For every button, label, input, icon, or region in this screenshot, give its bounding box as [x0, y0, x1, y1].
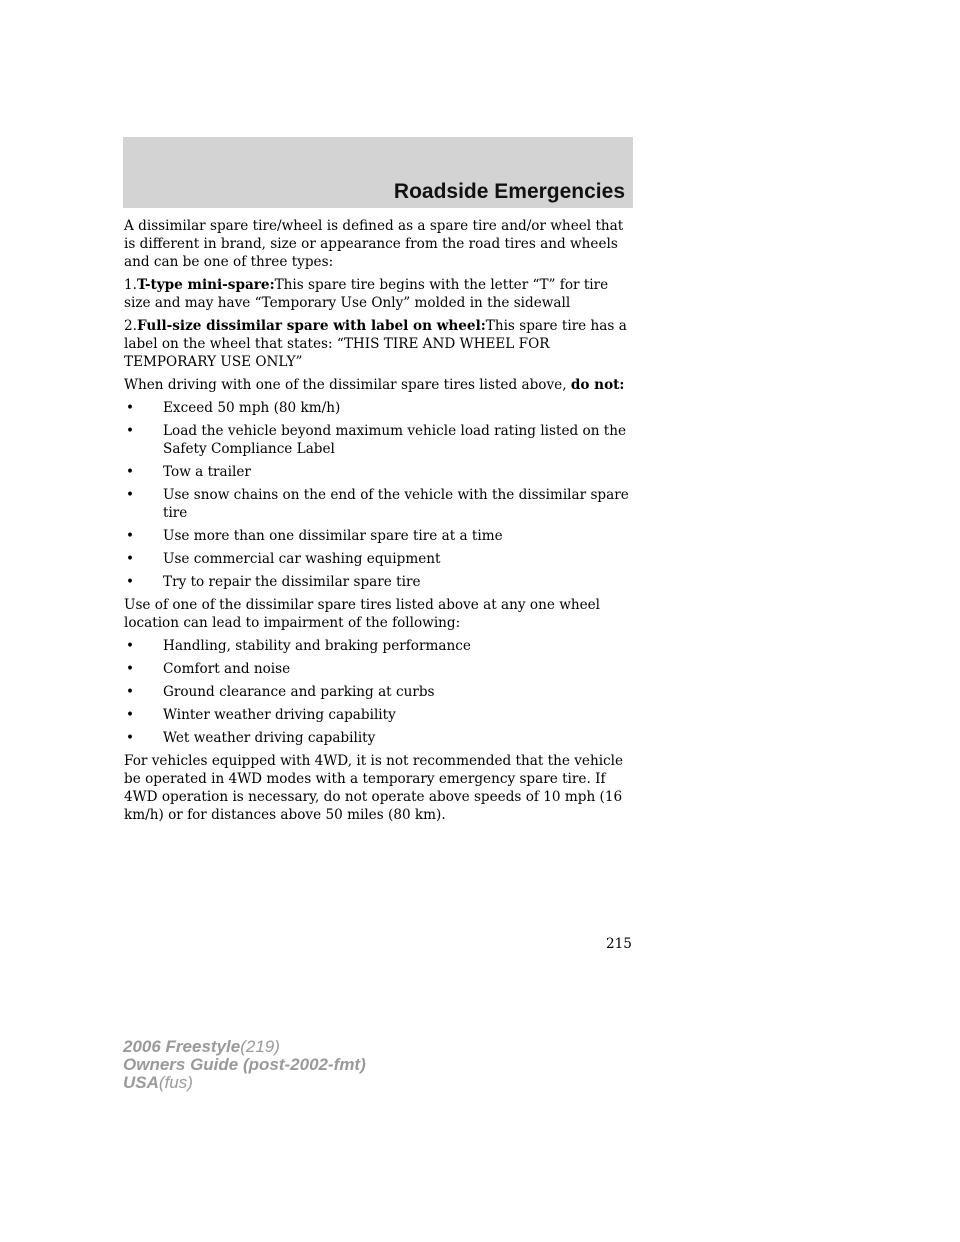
bullet-icon: • — [126, 487, 135, 503]
bullet-icon: • — [126, 423, 135, 439]
list-item — [124, 527, 634, 545]
impairment-intro-paragraph: Use of one of the dissimilar spare tires listed above at any one wheel location can lead to impairment of the following: — [124, 597, 601, 631]
list-item — [124, 706, 634, 724]
list-item — [124, 683, 634, 701]
list-item-text: Ground clearance and parking at curbs — [163, 684, 435, 700]
list-item-text: Try to repair the dissimilar spare tire — [163, 574, 421, 590]
list-item-text: Wet weather driving capability — [163, 730, 376, 746]
list-item — [124, 729, 634, 747]
bullet-icon: • — [126, 638, 135, 654]
list-item-text: Use snow chains on the end of the vehicle with the dissimilar spare tire — [163, 487, 629, 521]
list-item — [124, 573, 634, 591]
footer-line-1 — [123, 1038, 366, 1056]
bullet-icon: • — [126, 684, 135, 700]
bullet-icon: • — [126, 661, 135, 677]
footer-model-code: (219) — [240, 1037, 280, 1056]
bullet-icon: • — [126, 551, 135, 567]
footer-market-code: (fus) — [158, 1073, 193, 1092]
footer-line-3 — [123, 1074, 366, 1092]
document-footer — [123, 1038, 366, 1092]
type-label-2: Full-size dissimilar spare with label on wheel: — [136, 318, 486, 334]
bullet-icon: • — [126, 730, 135, 746]
bullet-icon: • — [126, 464, 135, 480]
impairment-list — [124, 637, 634, 747]
bullet-icon: • — [126, 574, 135, 590]
list-item-text: Use more than one dissimilar spare tire at a time — [163, 528, 503, 544]
page-body — [124, 217, 634, 829]
list-item — [124, 660, 634, 678]
section-title: Roadside Emergencies — [393, 180, 625, 203]
list-item — [124, 463, 634, 481]
list-item — [124, 550, 634, 568]
page-number: 215 — [606, 936, 632, 952]
list-item — [124, 486, 634, 522]
type-text-2: This spare tire has a label on the wheel that states: “THIS TIRE AND WHEEL FOR TEMPORARY USE ONLY” — [124, 318, 627, 370]
list-item — [124, 422, 634, 458]
do-not-label: do not: — [570, 377, 625, 393]
list-item — [124, 637, 634, 655]
intro-paragraph: A dissimilar spare tire/wheel is defined as a spare tire and/or wheel that is different in brand, size or appearance from the road tires and wheels and can be one of three types: — [124, 218, 624, 270]
footer-market: USA — [123, 1073, 159, 1092]
list-item-text: Exceed 50 mph (80 km/h) — [163, 400, 341, 416]
driving-intro-paragraph — [124, 376, 634, 394]
list-item — [124, 399, 634, 417]
type-item-1 — [124, 276, 634, 312]
list-item-text: Tow a trailer — [163, 464, 251, 480]
type-number-1: 1. — [124, 277, 137, 293]
bullet-icon: • — [126, 707, 135, 723]
driving-intro-text: When driving with one of the dissimilar spare tires listed above, — [124, 377, 567, 393]
type-text-1: This spare tire begins with the letter “T” for tire size and may have “Temporary Use Only” molded in the sidewall — [124, 277, 609, 311]
list-item-text: Load the vehicle beyond maximum vehicle load rating listed on the Safety Compliance Label — [163, 423, 627, 457]
type-label-1: T-type mini-spare: — [136, 277, 275, 293]
list-item-text: Handling, stability and braking performance — [163, 638, 471, 654]
fourwd-note-paragraph: For vehicles equipped with 4WD, it is not recommended that the vehicle be operated in 4WD modes with a temporary emergency spare tire. If 4WD operation is necessary, do not operate above speeds of 10 mph (16 km/h) or for distances above 50 miles (80 km). — [124, 753, 624, 823]
list-item-text: Winter weather driving capability — [163, 707, 396, 723]
type-item-2 — [124, 317, 634, 371]
list-item-text: Use commercial car washing equipment — [163, 551, 441, 567]
type-number-2: 2. — [124, 318, 137, 334]
footer-line-2 — [123, 1056, 366, 1074]
bullet-icon: • — [126, 528, 135, 544]
section-header-band — [123, 137, 633, 208]
footer-model: 2006 Freestyle — [123, 1037, 241, 1056]
do-not-list — [124, 399, 634, 591]
bullet-icon: • — [126, 400, 135, 416]
footer-guide: Owners Guide (post-2002-fmt) — [123, 1055, 366, 1074]
list-item-text: Comfort and noise — [163, 661, 291, 677]
